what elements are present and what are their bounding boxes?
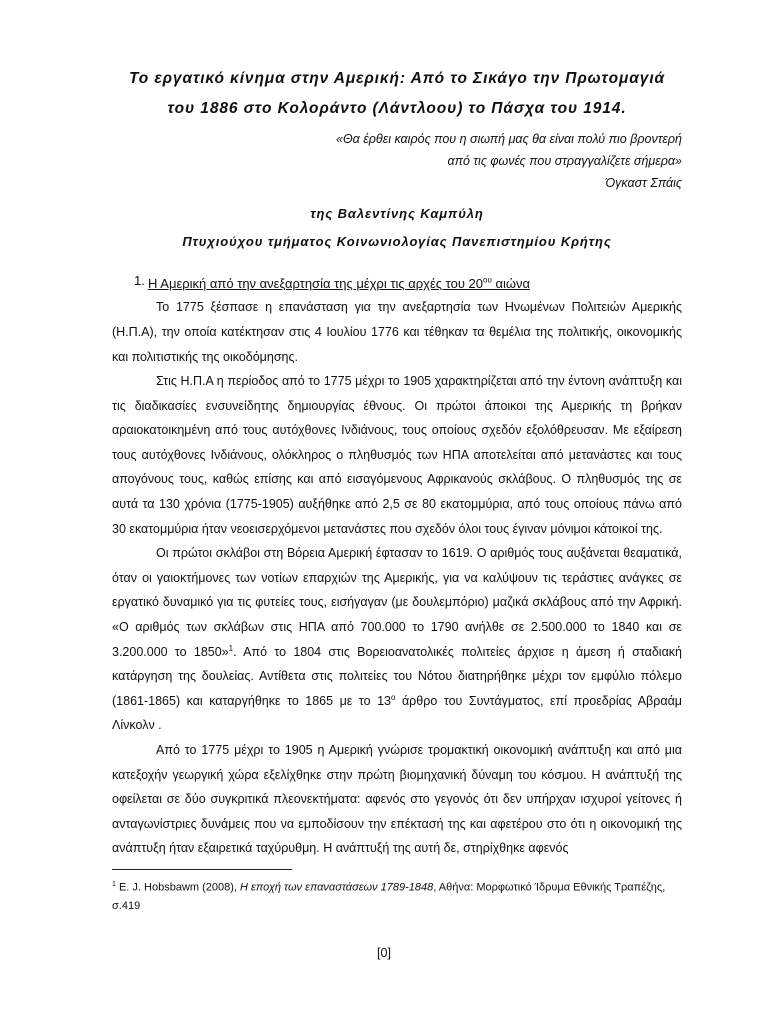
section-heading-text: [148, 276, 530, 291]
footnote-publisher: , Αθήνα: Μορφωτικό Ίδρυμα Εθνικής Τραπέζης, σ.419: [112, 881, 666, 912]
slavery-text-part-2: . Από το 1804 στις Βορειοανατολικές πολιτείες άρχισε η άμεση ή σταδιακή κατάργηση της δουλείας. Αντίθετα στις πολιτείες του Νότου διατηρήθηκε μέχρι τον εμφύλιο πόλεμο (1861-1865) και καταργήθηκε το 1865 με το 13: [112, 644, 682, 708]
epigraph-author: Όγκαστ Σπάις: [605, 176, 682, 190]
footnote: [112, 876, 682, 915]
section-heading-superscript: ου: [483, 276, 492, 285]
footnote-number: 1: [112, 880, 116, 888]
slavery-text-part-3: άρθρο του Συντάγματος, επί προεδρίας Αβραάμ Λίνκολν .: [112, 693, 682, 733]
epigraph-line-1: «Θα έρθει καιρός που η σιωπή μας θα είναι πολύ πιο βροντερή: [336, 132, 682, 146]
epigraph: [112, 128, 682, 172]
footnote-author: E. J. Hobsbawm (2008),: [115, 881, 241, 894]
author-affiliation: Πτυχιούχου τμήματος Κοινωνιολογίας Πανεπιστημίου Κρήτης: [182, 234, 612, 249]
epigraph-line-2: από τις φωνές που στραγγαλίζετε σήμερα»: [447, 154, 682, 168]
section-heading-main: Η Αμερική από την ανεξαρτησία της μέχρι τις αρχές του 20: [148, 276, 483, 292]
footnote-divider: [112, 869, 292, 870]
paragraph-population: Στις Η.Π.Α η περίοδος από το 1775 μέχρι το 1905 χαρακτηρίζεται από την έντονη ανάπτυξη και τις διαδικασίες ενσυνείδητης δημιουργίας έθνους. Οι πρώτοι άποικοι της Αμερικής τη βρήκαν αραιοκατοικημένη από τους αυτόχθονες Ινδιάνους, τους οποίους σχεδόν εξολόθρευσαν. Με εξαίρεση τους αυτόχθονες Ινδιάνους, ολόκληρος ο πληθυσμός των ΗΠΑ αποτελείται από μετανάστες και τους απογόνους τους, καθώς επίσης και από εισαγόμενους Αφρικανούς σκλάβους. Ο πληθυσμός της σε αυτά τα 130 χρόνια (1775-1905) αυξήθηκε από 2,5 σε 80 εκατομμύρια, από τους οποίους πάνω από 30 εκατομμύρια ήταν νεοεισερχόμενοι μετανάστες που σχεδόν όλοι τους έγιναν μόνιμοι κάτοικοί της.: [112, 374, 682, 536]
page-number: [0]: [377, 946, 391, 960]
paragraph-independence: Το 1775 ξέσπασε η επανάσταση για την ανεξαρτησία των Ηνωμένων Πολιτειών Αμερικής (Η.Π.Α), την οποία κατέκτησαν στις 4 Ιουλίου 1776 και τέθηκαν τα θεμέλια της πολιτικής, οικονομικής και πολιτιστικής της οικοδόμησης.: [112, 300, 682, 364]
article-superscript: ο: [391, 692, 396, 702]
footnote-book-title: Η εποχή των επαναστάσεων 1789-1848: [240, 881, 434, 894]
slavery-text-part-1: Οι πρώτοι σκλάβοι στη Βόρεια Αμερική έφτασαν το 1619. Ο αριθμός τους αυξάνεται θεαματικά, όταν οι γαιοκτήμονες των νοτίων επαρχιών της Αμερικής, για να καλύψουν τις τεράστιες ανάγκες σε εργατικό δυναμικό για τις φυτείες τους, εισήγαγαν (με δουλεμπόριο) μαζικά σκλάβους από την Αφρική. «Ο αριθμός των σκλάβων στις ΗΠΑ από 700.000 το 1790 ανήλθε σε 2.500.000 το 1840 και σε 3.200.000 το 1850»: [112, 546, 682, 659]
document-title-line-2: του 1886 στο Κολοράντο (Λάντλοου) το Πάσχα του 1914.: [167, 100, 627, 117]
paragraph-economy: Από το 1775 μέχρι το 1905 η Αμερική γνώρισε τρομακτική οικονομική ανάπτυξη και από μια κατεξοχήν γεωργική χώρα εξελίχθηκε στην πρώτη βιομηχανική δύναμη του κόσμου. Η ανάπτυξή της οφείλεται σε δύο συγκριτικά πλεονεκτήματα: αφενός στο γεγονός ότι δεν υπήρχαν ισχυροί γείτονες ή ανταγωνίστριες δυνάμεις που να εμποδίσουν την επέκτασή της και αφετέρου στο ότι η οικονομική της ανάπτυξη ήταν εξαιρετικά ταχύρυθμη. Η ανάπτυξή της αυτή δε, στηρίχθηκε αφενός: [112, 743, 682, 856]
document-title-line-1: Το εργατικό κίνημα στην Αμερική: Από το Σικάγο την Πρωτομαγιά: [128, 70, 666, 87]
footnote-reference: 1: [228, 643, 234, 653]
section-heading-end: αιώνα: [491, 276, 531, 292]
author-name: της Βαλεντίνης Καμπύλη: [310, 206, 484, 221]
section-heading: [112, 270, 682, 295]
section-number: 1.: [134, 273, 145, 288]
paragraph-slavery: [112, 541, 682, 738]
